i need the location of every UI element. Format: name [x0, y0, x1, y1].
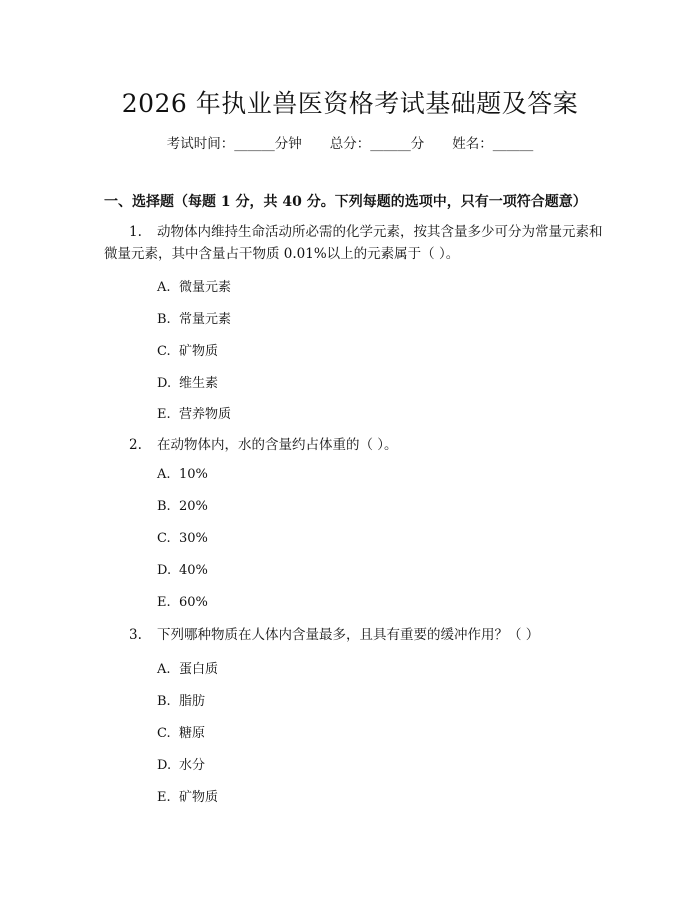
option-3e	[157, 786, 218, 805]
option-text: 微量元素	[179, 280, 232, 295]
question-number: 1.	[129, 224, 142, 240]
option-text: 30%	[179, 531, 208, 546]
option-text: 60%	[179, 595, 208, 610]
option-3a	[157, 658, 218, 677]
question-2	[104, 434, 604, 456]
option-letter: D.	[157, 563, 172, 578]
question-text: 在动物体内，水的含量约占体重的（ ）。	[157, 437, 398, 453]
option-letter: B.	[157, 499, 171, 514]
option-text: 常量元素	[179, 312, 232, 327]
option-2b	[157, 499, 208, 514]
option-letter: E.	[157, 595, 171, 610]
option-text: 40%	[179, 563, 208, 578]
option-letter: C.	[157, 531, 171, 546]
option-1b	[157, 308, 231, 327]
option-1a	[157, 276, 231, 295]
option-text: 营养物质	[179, 407, 232, 422]
option-2a	[157, 467, 208, 482]
option-text: 10%	[179, 467, 208, 482]
option-3b	[157, 690, 205, 709]
option-1d	[157, 372, 218, 391]
option-1e	[157, 403, 231, 422]
option-2c	[157, 531, 208, 546]
option-text: 20%	[179, 499, 208, 514]
total-score-label: 总分：	[329, 136, 371, 152]
exam-info-row	[0, 132, 700, 152]
option-2e	[157, 595, 208, 610]
question-number: 3.	[129, 627, 142, 643]
option-3c	[157, 722, 205, 741]
option-letter: A.	[157, 280, 171, 295]
option-text: 蛋白质	[179, 662, 219, 677]
question-number: 2.	[129, 437, 142, 453]
name-info	[452, 132, 533, 152]
option-text: 矿物质	[179, 790, 219, 805]
question-text: 下列哪种物质在人体内含量最多，且具有重要的缓冲作用？（ ）	[157, 627, 540, 643]
option-text: 维生素	[179, 376, 219, 391]
option-text: 矿物质	[179, 344, 219, 359]
option-3d	[157, 754, 205, 773]
exam-time-label: 考试时间：	[166, 136, 235, 152]
option-letter: D.	[157, 758, 172, 773]
option-letter: D.	[157, 376, 172, 391]
option-2d	[157, 563, 208, 578]
option-letter: B.	[157, 694, 171, 709]
question-3	[104, 624, 604, 646]
option-letter: E.	[157, 407, 171, 422]
total-score-unit: 分	[410, 136, 425, 152]
exam-time-unit: 分钟	[274, 136, 302, 152]
page-title: 2026 年执业兽医资格考试基础题及答案	[121, 89, 579, 118]
exam-time-info	[167, 132, 302, 152]
question-1	[104, 221, 604, 265]
total-score-blank: ______	[370, 136, 411, 152]
option-letter: B.	[157, 312, 171, 327]
total-score-info	[330, 132, 425, 152]
section-heading: 一、选择题（每题 1 分，共 40 分。下列每题的选项中，只有一项符合题意）	[104, 194, 587, 210]
name-blank: ______	[492, 136, 534, 152]
question-text: 动物体内维持生命活动所必需的化学元素，按其含量多少可分为常量元素和微量元素，其中含量占干物质 0.01%以上的元素属于（ ）。	[104, 224, 603, 262]
name-label: 姓名：	[452, 136, 493, 152]
option-text: 糖原	[179, 726, 206, 741]
exam-time-blank: ______	[234, 136, 275, 152]
option-letter: E.	[157, 790, 171, 805]
option-letter: C.	[157, 344, 171, 359]
option-letter: C.	[157, 726, 171, 741]
option-letter: A.	[157, 662, 171, 677]
option-text: 脂肪	[179, 694, 206, 709]
option-letter: A.	[157, 467, 171, 482]
option-text: 水分	[179, 758, 206, 773]
option-1c	[157, 340, 218, 359]
